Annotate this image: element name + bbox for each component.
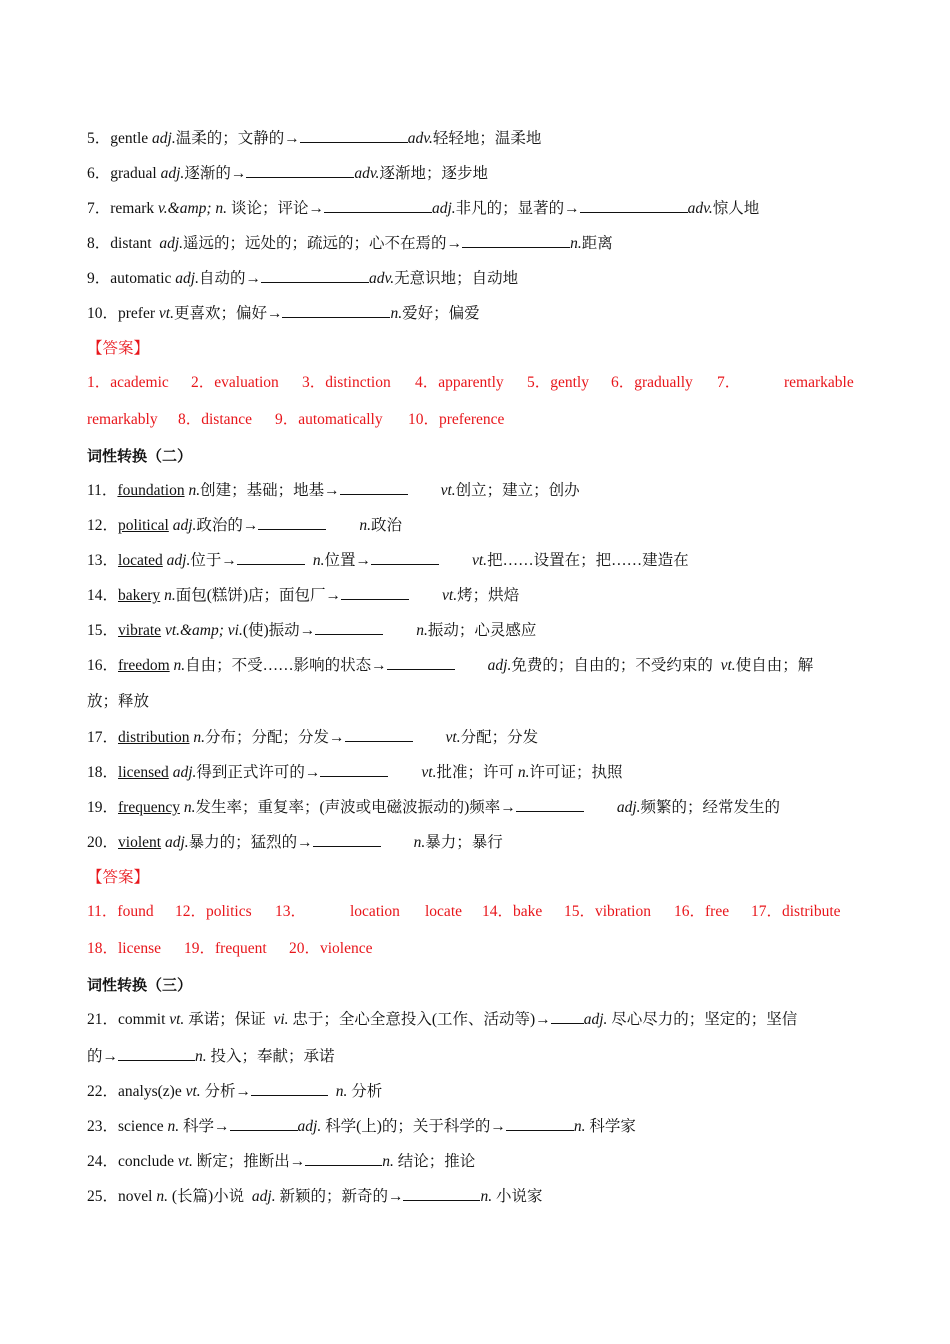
item-21: 21．commit vt. 承诺；保证 vi. 忠于；全心全意投入(工作、活动等)→ adj. 尽心尽力的；坚定的；坚信 [87, 1011, 798, 1028]
answer-blank[interactable] [403, 1186, 480, 1201]
answer-blank[interactable] [313, 832, 381, 847]
item-6: 6．gradual adj.逐渐的→ adv.逐渐地；逐步地 [87, 165, 488, 182]
item-10: 10．prefer vt.更喜欢；偏好→ n.爱好；偏爱 [87, 305, 480, 322]
answer-blank[interactable] [118, 1046, 195, 1061]
answer-blank[interactable] [282, 303, 390, 318]
answer-blank[interactable] [305, 1151, 382, 1166]
item-22: 22．analys(z)e vt. 分析→ n. 分析 [87, 1083, 383, 1100]
answer-blank[interactable] [230, 1116, 298, 1131]
answer-blank[interactable] [300, 128, 408, 143]
answer-blank[interactable] [340, 480, 408, 495]
item-23: 23．science n. 科学→ adj. 科学(上)的；关于科学的→ n. 科学家 [87, 1118, 636, 1135]
section-2-title: 词性转换（二） [87, 447, 193, 465]
answer-blank[interactable] [506, 1116, 574, 1131]
section-3-title: 词性转换（三） [87, 976, 193, 994]
answer-blank[interactable] [258, 515, 326, 530]
answer-blank[interactable] [320, 762, 388, 777]
answer-blank[interactable] [246, 163, 354, 178]
item-21-continued: 的→ n. 投入；奉献；承诺 [87, 1048, 335, 1065]
answer-blank[interactable] [261, 268, 369, 283]
answer-blank[interactable] [324, 198, 432, 213]
item-25: 25．novel n. (长篇)小说 adj. 新颖的；新奇的→ n. 小说家 [87, 1188, 543, 1205]
item-16: 16．freedom n.自由；不受……影响的状态→ adj.免费的；自由的；不受约束的 vt.使自由；解 [87, 657, 814, 674]
answer-blank[interactable] [315, 620, 383, 635]
answer-label-2: 【答案】 [87, 869, 150, 886]
item-13: 13．located adj.位于→ n.位置→ vt.把……设置在；把……建造在 [87, 552, 689, 569]
answer-blank[interactable] [371, 550, 439, 565]
worksheet-page: 5．gentle adj.温柔的；文静的→ adv.轻轻地；温柔地 6．gradual adj.逐渐的→ adv.逐渐地；逐步地 7．remark v.&amp; n. 谈论；评论→ adj.非凡的；显著的→ adv.惊人地 8．distant adj.遥远的；远处的；疏远的；心不在焉的→ n.距离 9．automatic adj.自动的→ adv.无意识地；自动地 10．prefer vt.更喜欢；偏好→ n.爱好；偏爱 【答案】 1．academic 2．evaluation 3．distinction 4．apparently 5．gently 6．gradually 7． remarkable remarkably 8．distance 9．automatically 10．preference 词性转换（二） 11．foundation n.创建；基础；地基→ vt.创立；建立；创办 12．political adj.政治的→ n.政治 13．located adj.位于→ n.位置→ vt.把……设置在；把……建造在 14．bakery n.面包(糕饼)店；面包厂→ vt.烤；烘焙 15．vibrate vt.&amp; vi.(使)振动→ n.振动；心灵感应 16．freedom n.自由；不受……影响的状态→ adj.免费的；自由的；不受约束的 vt.使自由；解 放；释放 17．distribution n.分布；分配；分发→ vt.分配；分发 18．licensed adj.得到正式许可的→ vt.批准；许可 n.许可证；执照 19．frequency n.发生率；重复率；(声波或电磁波振动的)频率→ adj.频繁的；经常发生的 20．violent adj.暴力的；猛烈的→ n.暴力；暴行 【答案】 11．found 12．politics 13． location locate 14．bake 15．vibration 16．free 17．distribute 18．license 19．frequent 20．violence 词性转换（三） 21．commit vt. 承诺；保证 vi. 忠于；全心全意投入(工作、活动等)→ adj. 尽心尽力的；坚定的；坚信 的→ n. 投入；奉献；承诺 22．analys(z)e vt. 分析→ n. 分析 23．science n. 科学→ adj. 科学(上)的；关于科学的→ n. 科学家 24．conclude vt. 断定；推断出→ n. 结论；推论 25．novel n. (长篇)小说 adj. 新颖的；新奇的→ n. 小说家 [87, 130, 854, 1205]
item-15: 15．vibrate vt.&amp; vi.(使)振动→ n.振动；心灵感应 [87, 622, 537, 639]
item-18: 18．licensed adj.得到正式许可的→ vt.批准；许可 n.许可证；执照 [87, 764, 623, 781]
item-11: 11．foundation n.创建；基础；地基→ vt.创立；建立；创办 [87, 482, 580, 499]
item-12: 12．political adj.政治的→ n.政治 [87, 517, 403, 534]
item-8: 8．distant adj.遥远的；远处的；疏远的；心不在焉的→ n.距离 [87, 235, 613, 252]
answer-blank[interactable] [551, 1009, 584, 1024]
answer-blank[interactable] [462, 233, 570, 248]
item-20: 20．violent adj.暴力的；猛烈的→ n.暴力；暴行 [87, 834, 503, 851]
answer-blank[interactable] [237, 550, 305, 565]
answer-blank[interactable] [580, 198, 688, 213]
item-14: 14．bakery n.面包(糕饼)店；面包厂→ vt.烤；烘焙 [87, 587, 520, 604]
answer-blank[interactable] [387, 655, 455, 670]
item-9: 9．automatic adj.自动的→ adv.无意识地；自动地 [87, 270, 519, 287]
item-17: 17．distribution n.分布；分配；分发→ vt.分配；分发 [87, 729, 539, 746]
answer-blank[interactable] [345, 727, 413, 742]
answer-blank[interactable] [341, 585, 409, 600]
answer-blank[interactable] [251, 1081, 328, 1096]
item-16-continued: 放；释放 [87, 693, 150, 710]
item-7: 7．remark v.&amp; n. 谈论；评论→ adj.非凡的；显著的→ adv.惊人地 [87, 200, 760, 217]
item-24: 24．conclude vt. 断定；推断出→ n. 结论；推论 [87, 1153, 476, 1170]
answer-blank[interactable] [516, 797, 584, 812]
answer-label: 【答案】 [87, 340, 150, 357]
item-5: 5．gentle adj.温柔的；文静的→ adv.轻轻地；温柔地 [87, 130, 542, 147]
item-19: 19．frequency n.发生率；重复率；(声波或电磁波振动的)频率→ adj.频繁的；经常发生的 [87, 799, 781, 816]
